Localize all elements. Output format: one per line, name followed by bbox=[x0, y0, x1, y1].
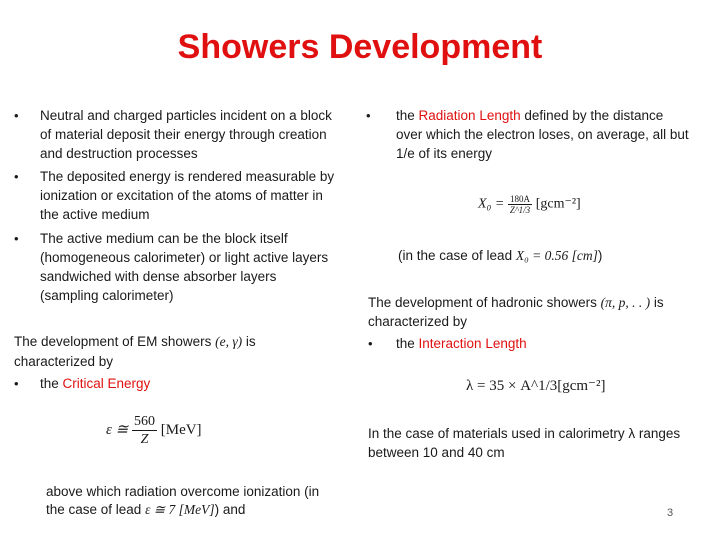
bullet-1-line-1: Neutral and charged particles incident on a block bbox=[40, 108, 332, 123]
bullet-1-line-3: and destruction processes bbox=[40, 146, 198, 161]
above-line-1: above which radiation overcome ionization (in bbox=[46, 484, 320, 499]
calorimetry-line-1: In the case of materials used in calorimetry λ ranges bbox=[368, 426, 681, 441]
radiation-line-3: 1/e of its energy bbox=[396, 146, 493, 161]
em-intro-tail: is bbox=[242, 334, 256, 349]
bullet-dot: • bbox=[14, 231, 19, 246]
radiation-length-term: Radiation Length bbox=[418, 108, 521, 123]
lead-radiation-line bbox=[398, 246, 602, 266]
bullet-dot: • bbox=[368, 336, 373, 351]
page-number: 3 bbox=[667, 507, 674, 519]
above-post: ) and bbox=[214, 502, 246, 517]
bullet-dot: • bbox=[14, 376, 19, 391]
eq-denominator: Z bbox=[140, 432, 149, 447]
em-intro-line-2: characterized by bbox=[14, 354, 114, 369]
critical-energy-line bbox=[40, 374, 150, 394]
radiation-line-2: over which the electron loses, on average, all but bbox=[396, 127, 689, 142]
lead-pre: (in the case of lead bbox=[398, 248, 516, 263]
x0-numerator: 180A bbox=[508, 194, 532, 205]
x0-lhs: X₀ = bbox=[478, 196, 508, 212]
above-pre: the case of lead bbox=[46, 502, 146, 517]
radiation-line-1 bbox=[396, 106, 663, 126]
eq-unit: [MeV] bbox=[160, 421, 202, 438]
eq-fraction bbox=[132, 413, 157, 448]
em-intro-text: The development of EM showers bbox=[14, 334, 216, 349]
calorimetry-line-2: between 10 and 40 cm bbox=[368, 445, 505, 460]
hadronic-tail: is bbox=[650, 295, 664, 310]
lambda-unit: [gcm⁻²] bbox=[557, 378, 606, 394]
eq-numerator: 560 bbox=[133, 414, 155, 429]
bullet-2-line-3: the active medium bbox=[40, 207, 150, 222]
interaction-length-equation bbox=[466, 376, 605, 396]
above-line-2 bbox=[46, 500, 245, 520]
bullet-2-line-2: ionization or excitation of the atoms of matter in bbox=[40, 188, 323, 203]
bullet-dot: • bbox=[14, 108, 19, 123]
x0-denominator: Z^1/3 bbox=[509, 205, 531, 215]
bullet-dot: • bbox=[366, 108, 371, 123]
critical-energy-term: Critical Energy bbox=[62, 376, 151, 391]
int-prefix: the bbox=[396, 336, 419, 351]
bullet-dot: • bbox=[14, 169, 19, 184]
hadronic-line-2: characterized by bbox=[368, 314, 468, 329]
critical-prefix: the bbox=[40, 376, 63, 391]
hadronic-line-1 bbox=[368, 293, 664, 313]
rad-suffix: defined by the distance bbox=[520, 108, 664, 123]
lead-critical-energy: ε ≅ 7 [MeV] bbox=[145, 502, 215, 517]
em-intro-line-1 bbox=[14, 332, 256, 352]
lead-radiation-length: X₀ = 0.56 [cm] bbox=[515, 248, 598, 263]
bullet-3-line-3: sandwiched with dense absorber layers bbox=[40, 269, 277, 284]
critical-energy-equation bbox=[106, 413, 202, 448]
bullet-1-line-2: of material deposit their energy through creation bbox=[40, 127, 327, 142]
lambda-eq: λ = 35 × A^1/3 bbox=[466, 378, 558, 394]
interaction-length-line bbox=[396, 334, 527, 354]
x0-fraction bbox=[508, 194, 532, 215]
rad-prefix: the bbox=[396, 108, 419, 123]
hadronic-particles-math: (π, p, . . ) bbox=[600, 295, 651, 310]
lead-post: ) bbox=[597, 248, 603, 263]
slide-title: Showers Development bbox=[177, 28, 543, 66]
interaction-length-term: Interaction Length bbox=[418, 336, 527, 351]
eq-lhs: ε ≅ bbox=[106, 421, 132, 438]
em-particles-math: (e, γ) bbox=[215, 334, 243, 349]
bullet-2-line-1: The deposited energy is rendered measurable by bbox=[40, 169, 335, 184]
bullet-3-line-4: (sampling calorimeter) bbox=[40, 288, 174, 303]
radiation-length-equation bbox=[478, 194, 581, 215]
bullet-3-line-1: The active medium can be the block itself bbox=[40, 231, 288, 246]
bullet-3-line-2: (homogeneous calorimeter) or light active layers bbox=[40, 250, 329, 265]
hadronic-text: The development of hadronic showers bbox=[368, 295, 601, 310]
x0-unit: [gcm⁻²] bbox=[535, 196, 581, 212]
